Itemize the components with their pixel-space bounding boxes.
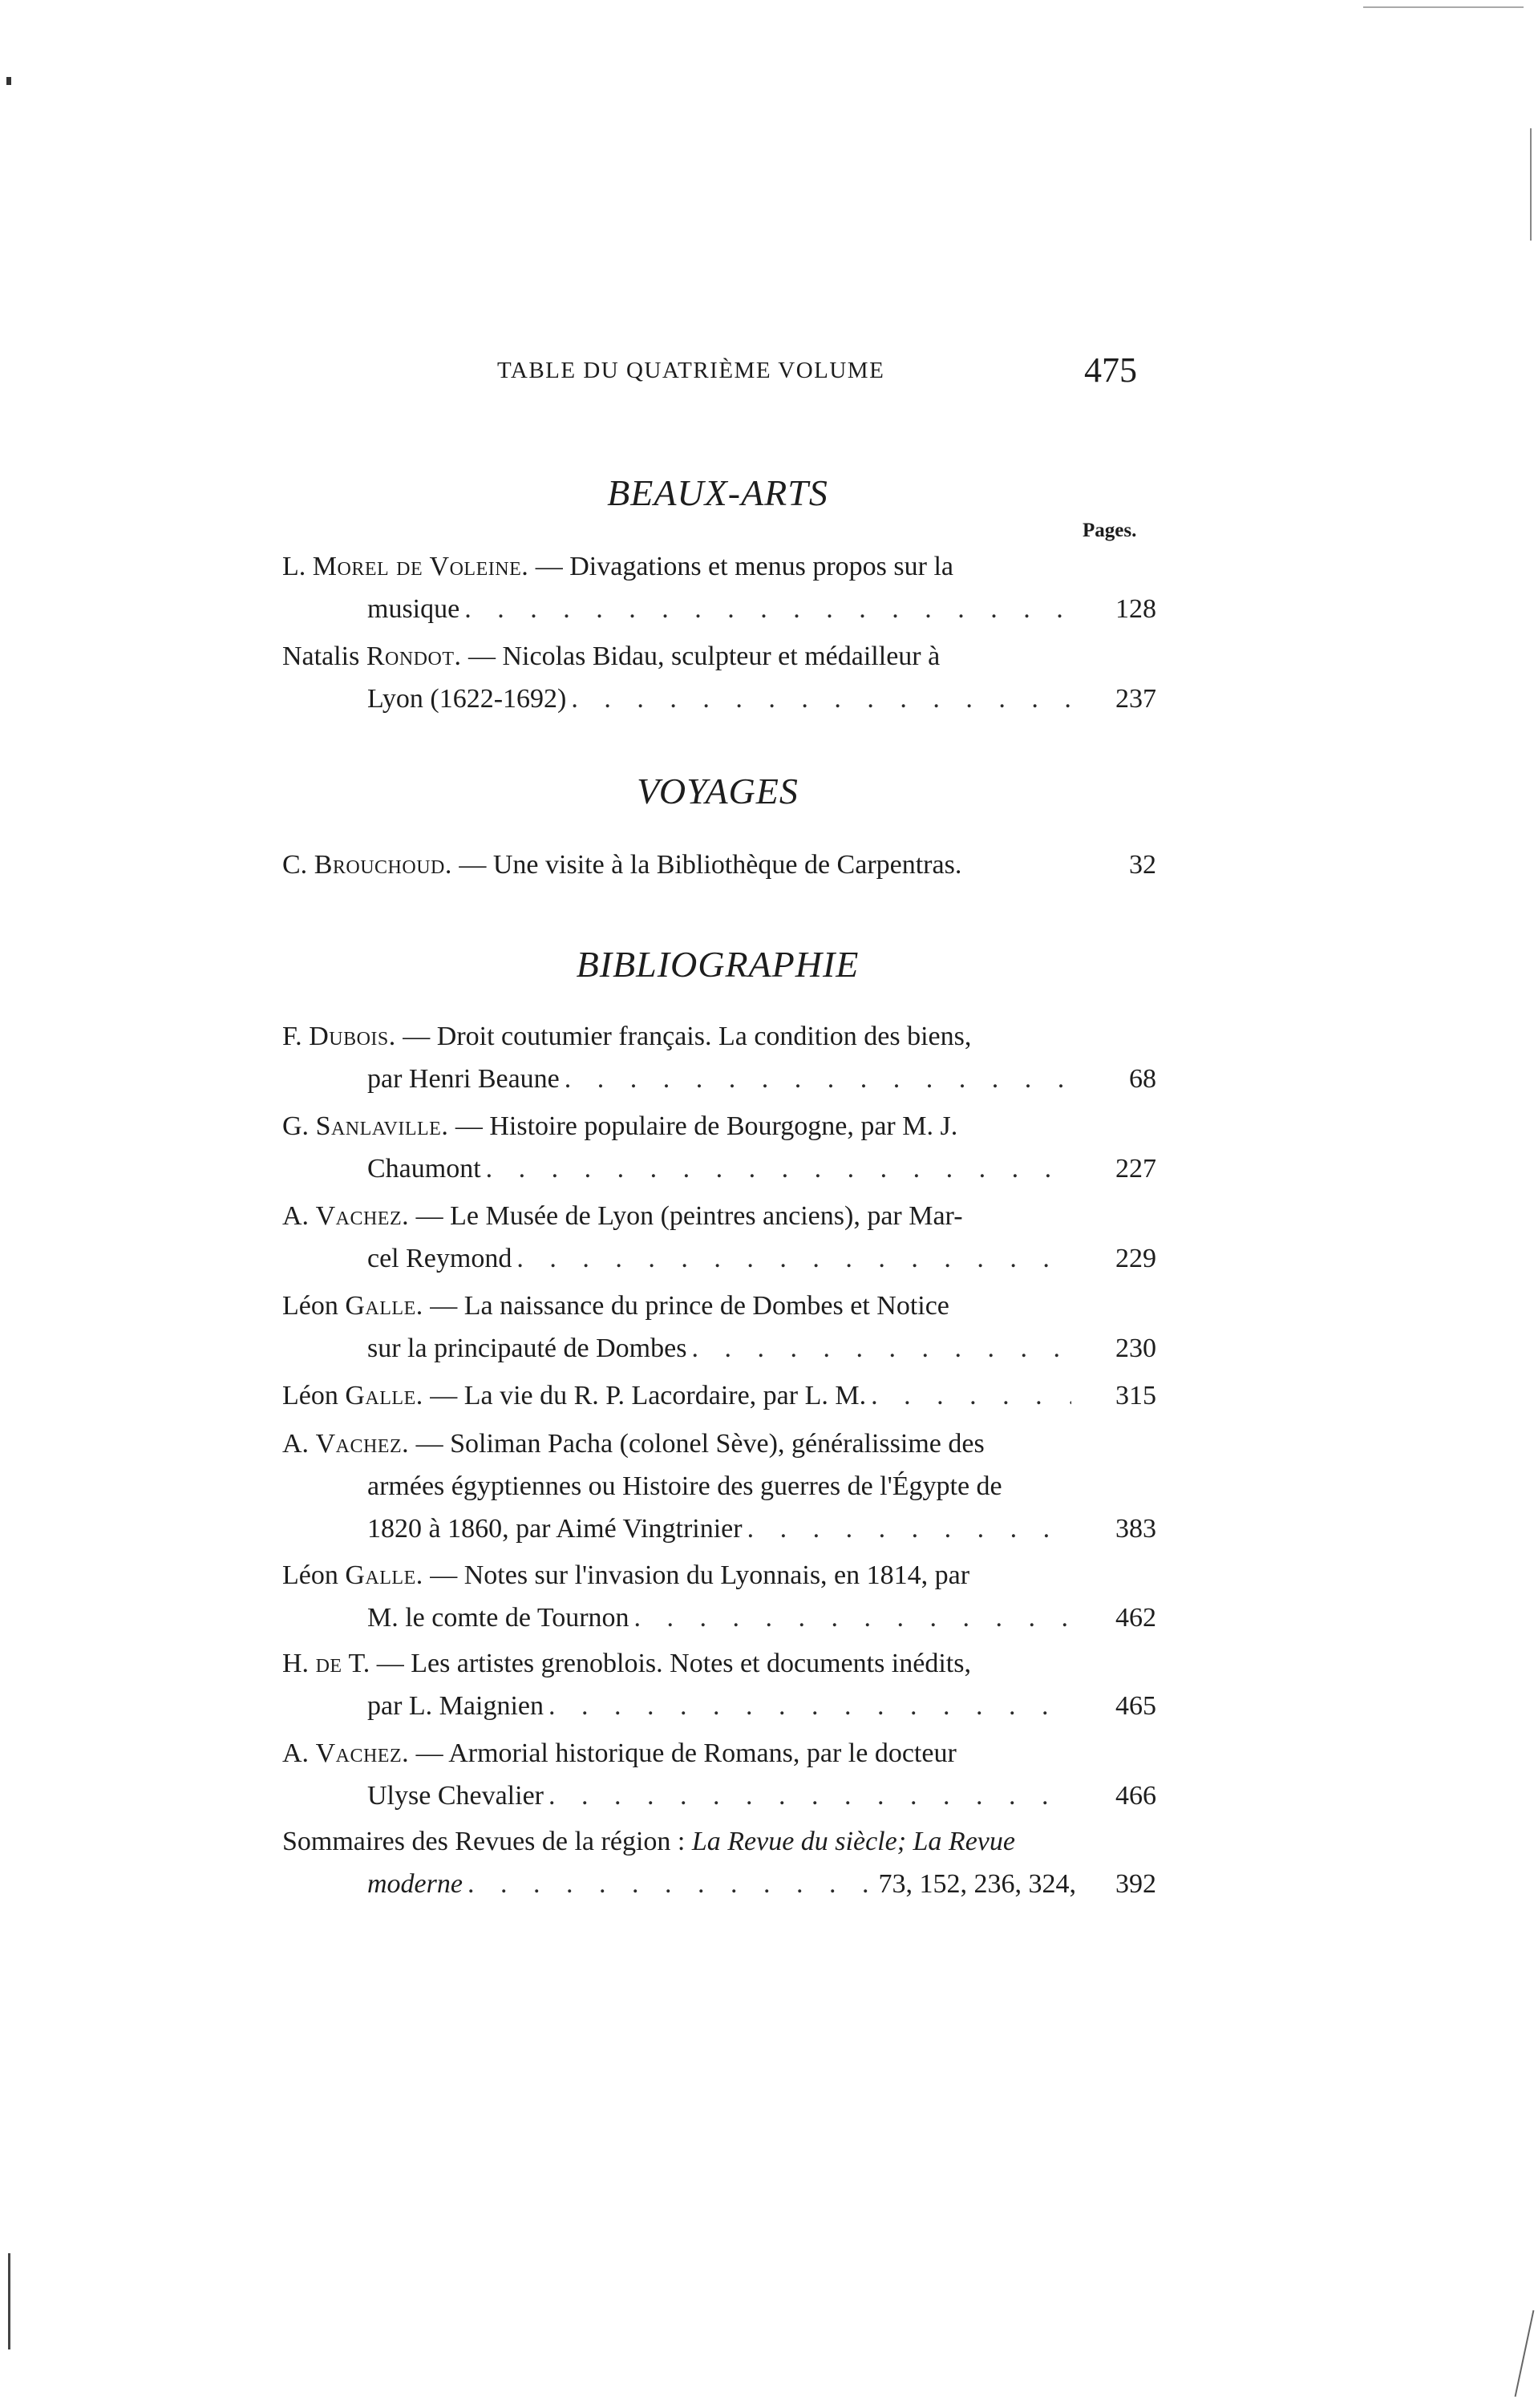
author-name: Vachez. — [315, 1738, 410, 1768]
author-initial: F. — [282, 1022, 310, 1051]
entry-title: — Une visite à la Bibliothèque de Carpentras. — [451, 850, 962, 880]
section-title-beaux-arts: BEAUX-ARTS — [607, 472, 828, 513]
entry-page: 462 — [1115, 1603, 1156, 1633]
scan-mark — [1363, 6, 1524, 8]
sommaires-page-list: 73, 152, 236, 324, — [878, 1869, 1076, 1899]
toc-entry — [282, 1423, 1156, 1550]
entry-title-continued: sur la principauté de Dombes — [367, 1334, 687, 1363]
author-initial: C. — [282, 850, 314, 880]
sommaires-revues: La Revue du siècle; La Revue — [691, 1827, 1015, 1856]
author-initial: Natalis — [282, 641, 366, 671]
author-name: Rondot. — [366, 641, 462, 671]
leader-dots — [486, 1147, 1071, 1190]
author-initial: L. — [282, 552, 313, 581]
author-initial: A. — [282, 1429, 316, 1459]
section-title-bibliographie: BIBLIOGRAPHIE — [576, 944, 860, 985]
toc-entry — [282, 1642, 1156, 1727]
author-name: Vachez. — [315, 1201, 410, 1231]
entry-title: — Notes sur l'invasion du Lyonnais, en 1814, par — [423, 1560, 970, 1590]
toc-entry — [282, 1285, 1156, 1370]
scan-mark — [1515, 2310, 1535, 2397]
entry-title-continued: musique — [367, 594, 460, 624]
entry-title: — Les artistes grenoblois. Notes et documents inédits, — [370, 1649, 971, 1678]
author-name: Galle. — [345, 1381, 423, 1410]
author-initial: H. — [282, 1649, 316, 1678]
entry-page: 383 — [1115, 1514, 1156, 1544]
toc-entry — [282, 545, 1156, 630]
author-initial: Léon — [282, 1560, 346, 1590]
author-name: Vachez. — [315, 1429, 410, 1459]
entry-title-continued: 1820 à 1860, par Aimé Vingtrinier — [367, 1514, 743, 1544]
entry-page: 392 — [1115, 1869, 1156, 1899]
running-title: TABLE DU QUATRIÈME VOLUME — [497, 358, 885, 383]
toc-entry — [282, 635, 1156, 720]
leader-dots — [747, 1508, 1071, 1550]
entry-page: 465 — [1115, 1691, 1156, 1721]
scan-mark — [1530, 128, 1532, 241]
entry-title-continued: M. le comte de Tournon — [367, 1603, 629, 1633]
author-initial-suffix: T. — [342, 1649, 370, 1678]
entry-title: — Nicolas Bidau, sculpteur et médailleur à — [461, 641, 941, 671]
author-name: Sanlaville. — [315, 1111, 449, 1141]
entry-title-continued: par Henri Beaune — [367, 1064, 560, 1094]
toc-entry — [282, 1015, 1156, 1100]
entry-title-continued: armées égyptiennes ou Histoire des guerres de l'Égypte de — [367, 1471, 1002, 1501]
leader-dots — [571, 678, 1071, 720]
entry-title: — La naissance du prince de Dombes et Notice — [423, 1291, 949, 1321]
toc-entry — [282, 1195, 1156, 1280]
toc-entry — [282, 1554, 1156, 1639]
author-name: Galle. — [345, 1560, 423, 1590]
author-name: de — [315, 1649, 342, 1678]
toc-entry — [282, 1732, 1156, 1817]
entry-title-continued: par L. Maignien — [367, 1691, 544, 1721]
page-number: 475 — [1084, 350, 1137, 390]
toc-entry — [282, 1105, 1156, 1190]
leader-dots — [548, 1685, 1071, 1727]
entry-page: 227 — [1115, 1154, 1156, 1184]
leader-dots — [634, 1597, 1071, 1639]
section-title-voyages: VOYAGES — [637, 771, 799, 811]
entry-title: — Histoire populaire de Bourgogne, par M. J. — [448, 1111, 958, 1141]
leader-dots — [871, 1374, 1071, 1417]
entry-title-continued: Ulyse Chevalier — [367, 1781, 544, 1811]
entry-title-continued: Chaumont — [367, 1154, 481, 1184]
entry-page: 229 — [1115, 1244, 1156, 1273]
leader-dots — [691, 1327, 1071, 1370]
entry-page: 68 — [1129, 1064, 1156, 1094]
author-name: Brouchoud. — [314, 850, 452, 880]
author-initial: A. — [282, 1201, 316, 1231]
entry-title-continued: cel Reymond — [367, 1244, 512, 1273]
entry-title: — Droit coutumier français. La condition des biens, — [395, 1022, 972, 1051]
entry-page: 128 — [1115, 594, 1156, 624]
entry-title: — Le Musée de Lyon (peintres anciens), par Mar- — [409, 1201, 963, 1231]
author-name: Galle. — [345, 1291, 423, 1321]
leader-dots — [516, 1237, 1071, 1280]
entry-title: — La vie du R. P. Lacordaire, par L. M. — [423, 1381, 867, 1410]
leader-dots — [548, 1775, 1071, 1817]
author-name: Morel de Voleine. — [312, 552, 529, 581]
scan-mark — [8, 2253, 10, 2349]
entry-page: 466 — [1115, 1781, 1156, 1811]
sommaires-text: Sommaires des Revues de la région : — [282, 1827, 692, 1856]
entry-page: 315 — [1115, 1381, 1156, 1410]
leader-dots — [565, 1058, 1071, 1100]
leader-dots — [464, 588, 1071, 630]
scan-mark — [6, 77, 11, 85]
toc-entry-sommaires — [282, 1820, 1156, 1905]
toc-entry — [282, 1374, 1156, 1417]
pages-column-label: Pages. — [1083, 520, 1137, 541]
sommaires-revue-moderne: moderne — [367, 1869, 463, 1899]
author-name: Dubois. — [309, 1022, 396, 1051]
author-initial: Léon — [282, 1291, 346, 1321]
entry-title: — Soliman Pacha (colonel Sève), généralissime des — [409, 1429, 985, 1459]
entry-title-continued: Lyon (1622-1692) — [367, 684, 567, 714]
entry-page: 237 — [1115, 684, 1156, 714]
author-initial: A. — [282, 1738, 316, 1768]
toc-entry — [282, 844, 1156, 886]
entry-page: 230 — [1115, 1334, 1156, 1363]
entry-title: — Divagations et menus propos sur la — [528, 552, 954, 581]
entry-title: — Armorial historique de Romans, par le docteur — [409, 1738, 957, 1768]
entry-page: 32 — [1129, 850, 1156, 880]
author-initial: Léon — [282, 1381, 346, 1410]
author-initial: G. — [282, 1111, 316, 1141]
leader-dots — [467, 1863, 874, 1905]
